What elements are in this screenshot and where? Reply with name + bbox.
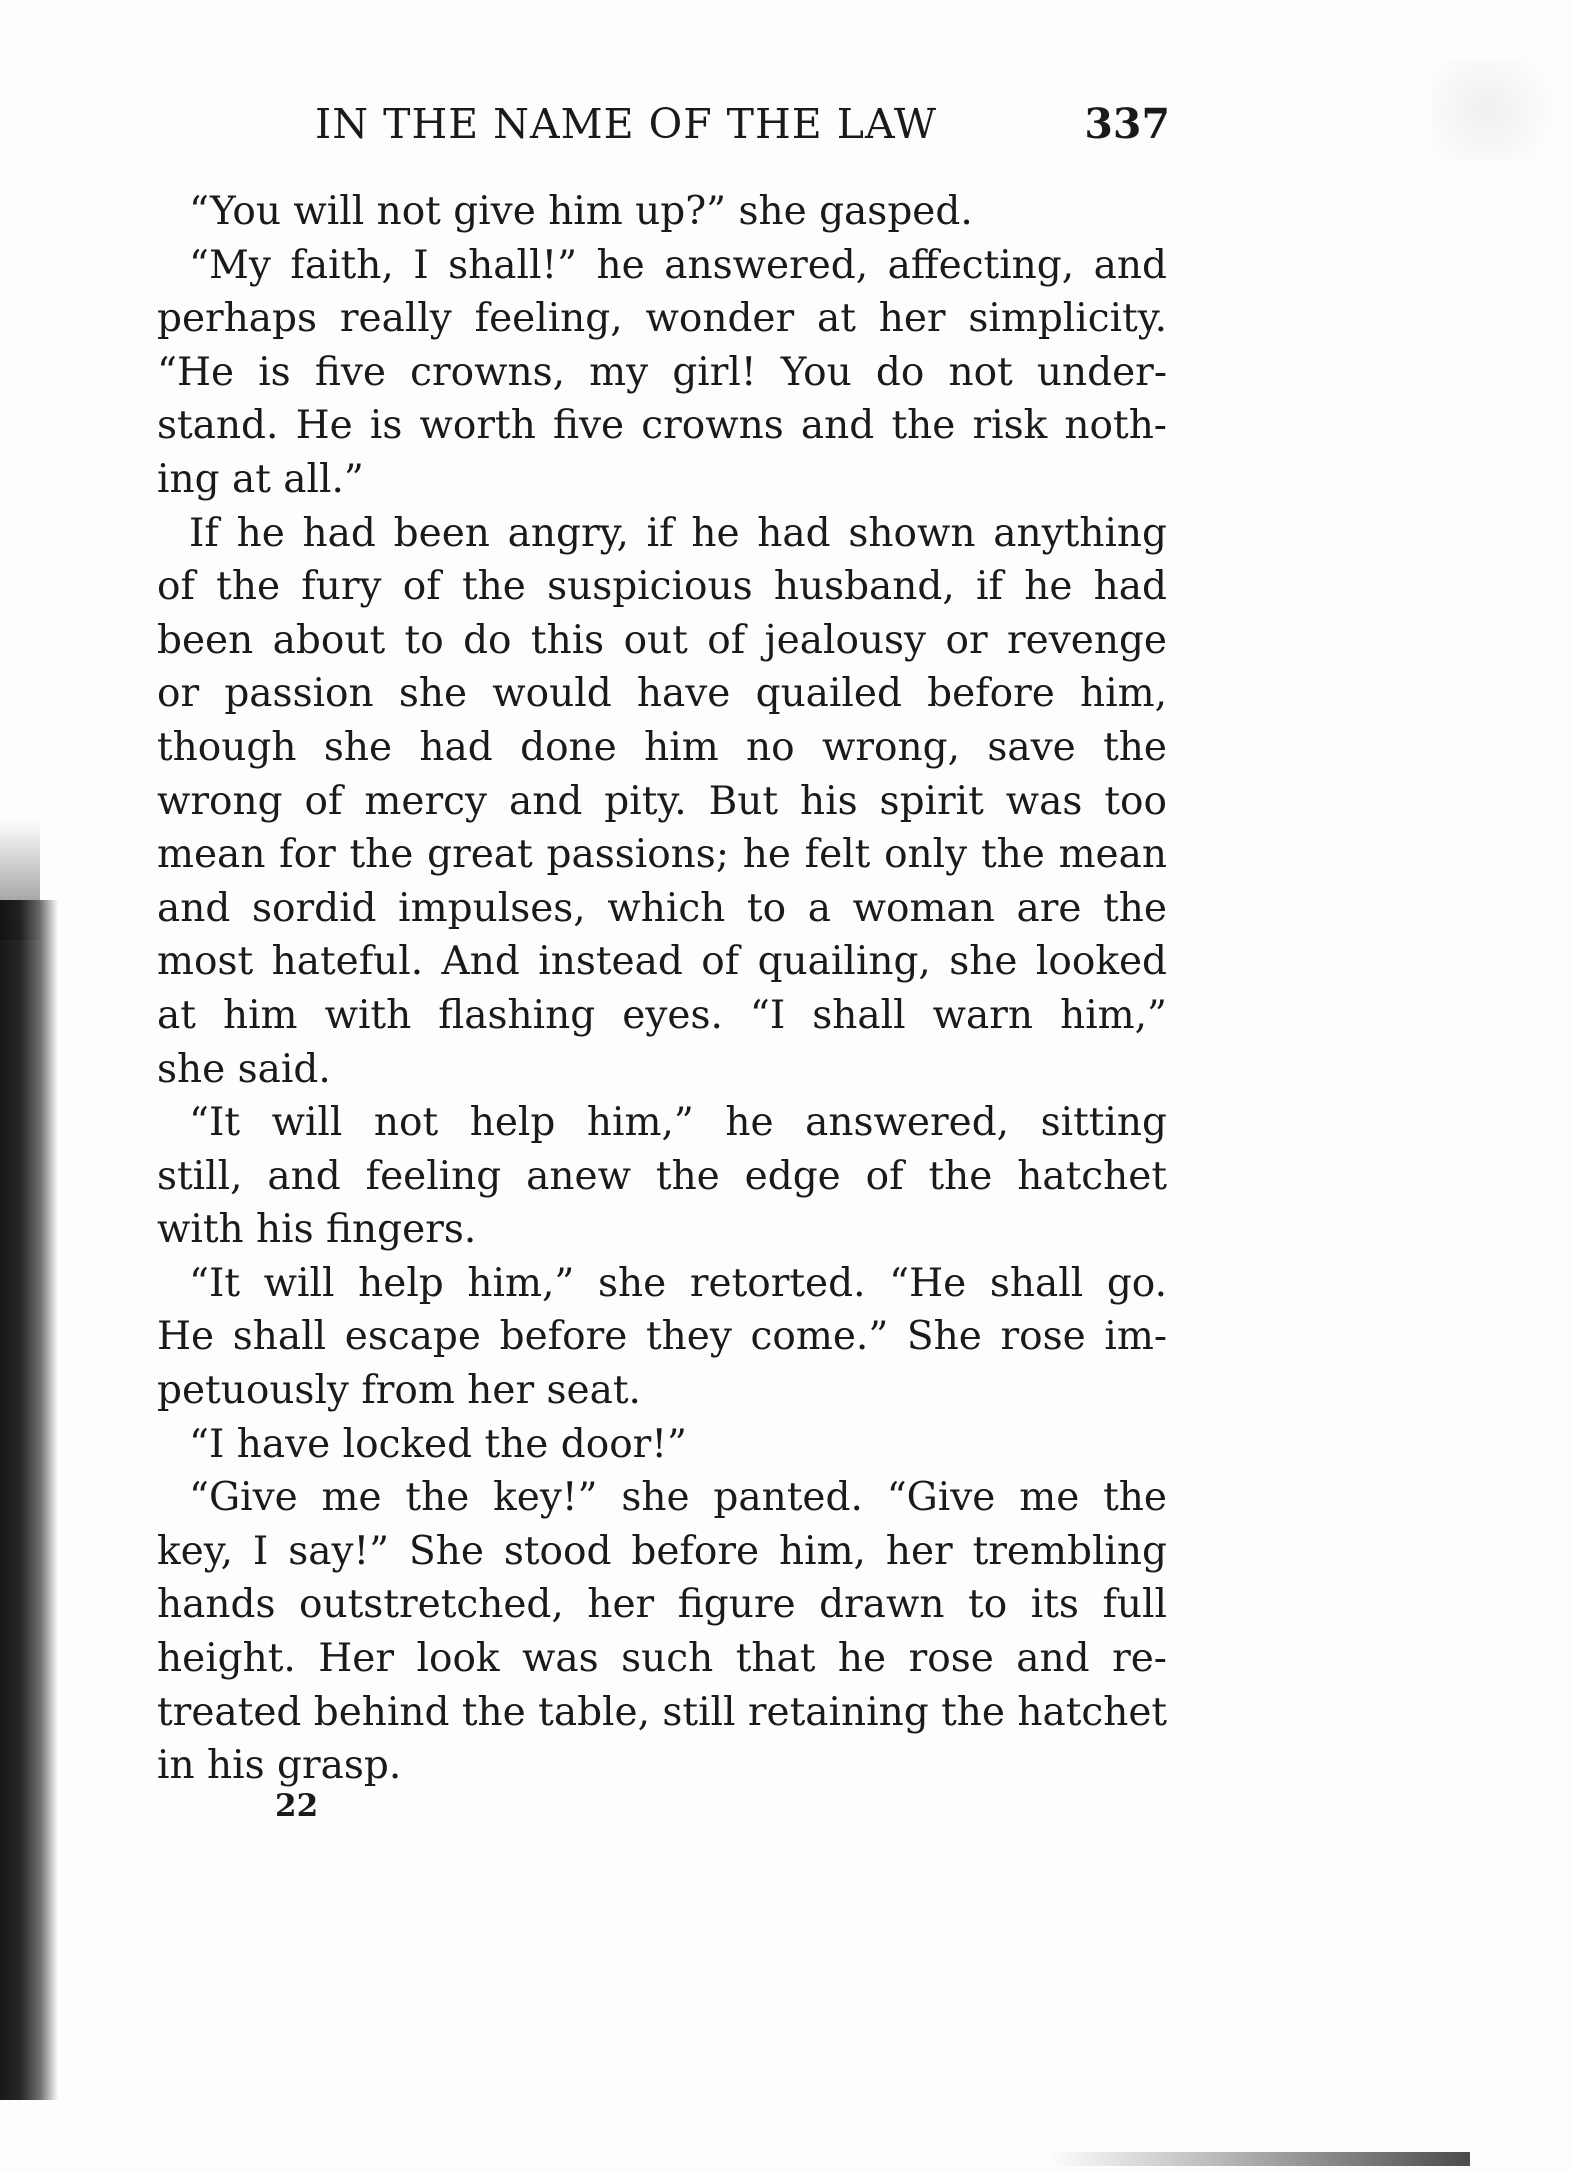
text-line: “Give me the key!” she panted. “Give me the bbox=[189, 1475, 1167, 1521]
running-head bbox=[160, 100, 1170, 160]
text-line: “I have locked the door!” bbox=[189, 1421, 687, 1467]
text-line: of the fury of the suspicious husband, if he had bbox=[157, 564, 1167, 610]
text-line: He shall escape before they come.” She rose im- bbox=[157, 1314, 1167, 1360]
text-line: “He is five crowns, my girl! You do not under- bbox=[157, 349, 1167, 395]
text-line: still, and feeling anew the edge of the hatchet bbox=[157, 1153, 1167, 1199]
text-line: in his grasp. bbox=[157, 1743, 402, 1789]
text-line: “My faith, I shall!” he answered, affecting, and bbox=[189, 242, 1167, 288]
text-line: she said. bbox=[157, 1046, 331, 1092]
binding-shadow bbox=[0, 900, 58, 2100]
scan-speckle-top-right bbox=[1431, 60, 1571, 160]
text-line: at him with flashing eyes. “I shall warn him,” bbox=[157, 992, 1167, 1038]
text-line: most hateful. And instead of quailing, she looked bbox=[157, 939, 1167, 985]
running-title: IN THE NAME OF THE LAW bbox=[315, 100, 938, 148]
text-line: height. Her look was such that he rose and re- bbox=[157, 1636, 1167, 1682]
page-number: 337 bbox=[1084, 100, 1170, 148]
text-line: treated behind the table, still retaining the hatchet bbox=[157, 1689, 1168, 1735]
text-line: wrong of mercy and pity. But his spirit was too bbox=[157, 778, 1167, 824]
body-text bbox=[157, 185, 1167, 1793]
signature-mark: 22 bbox=[275, 1788, 319, 1824]
text-line: “You will not give him up?” she gasped. bbox=[189, 189, 973, 234]
text-line: hands outstretched, her figure drawn to its full bbox=[157, 1582, 1167, 1628]
text-line: mean for the great passions; he felt only the mean bbox=[157, 832, 1167, 878]
text-line: and sordid impulses, which to a woman are the bbox=[157, 885, 1167, 931]
text-line: stand. He is worth five crowns and the risk noth- bbox=[157, 403, 1167, 449]
text-line: perhaps really feeling, wonder at her simplicity. bbox=[157, 296, 1167, 342]
text-line: been about to do this out of jealousy or revenge bbox=[157, 617, 1167, 663]
text-line: with his fingers. bbox=[157, 1207, 477, 1253]
text-line: “It will help him,” she retorted. “He shall go. bbox=[189, 1260, 1167, 1306]
scan-speckle-bottom-right bbox=[1050, 2152, 1470, 2166]
text-line: If he had been angry, if he had shown anything bbox=[189, 510, 1167, 556]
text-line: though she had done him no wrong, save the bbox=[157, 724, 1167, 770]
text-line: “It will not help him,” he answered, sitting bbox=[189, 1100, 1167, 1146]
text-line: petuously from her seat. bbox=[157, 1368, 641, 1414]
text-line: ing at all.” bbox=[157, 456, 364, 502]
text-line: key, I say!” She stood before him, her trembling bbox=[157, 1528, 1167, 1574]
text-line: or passion she would have quailed before him, bbox=[157, 671, 1167, 717]
